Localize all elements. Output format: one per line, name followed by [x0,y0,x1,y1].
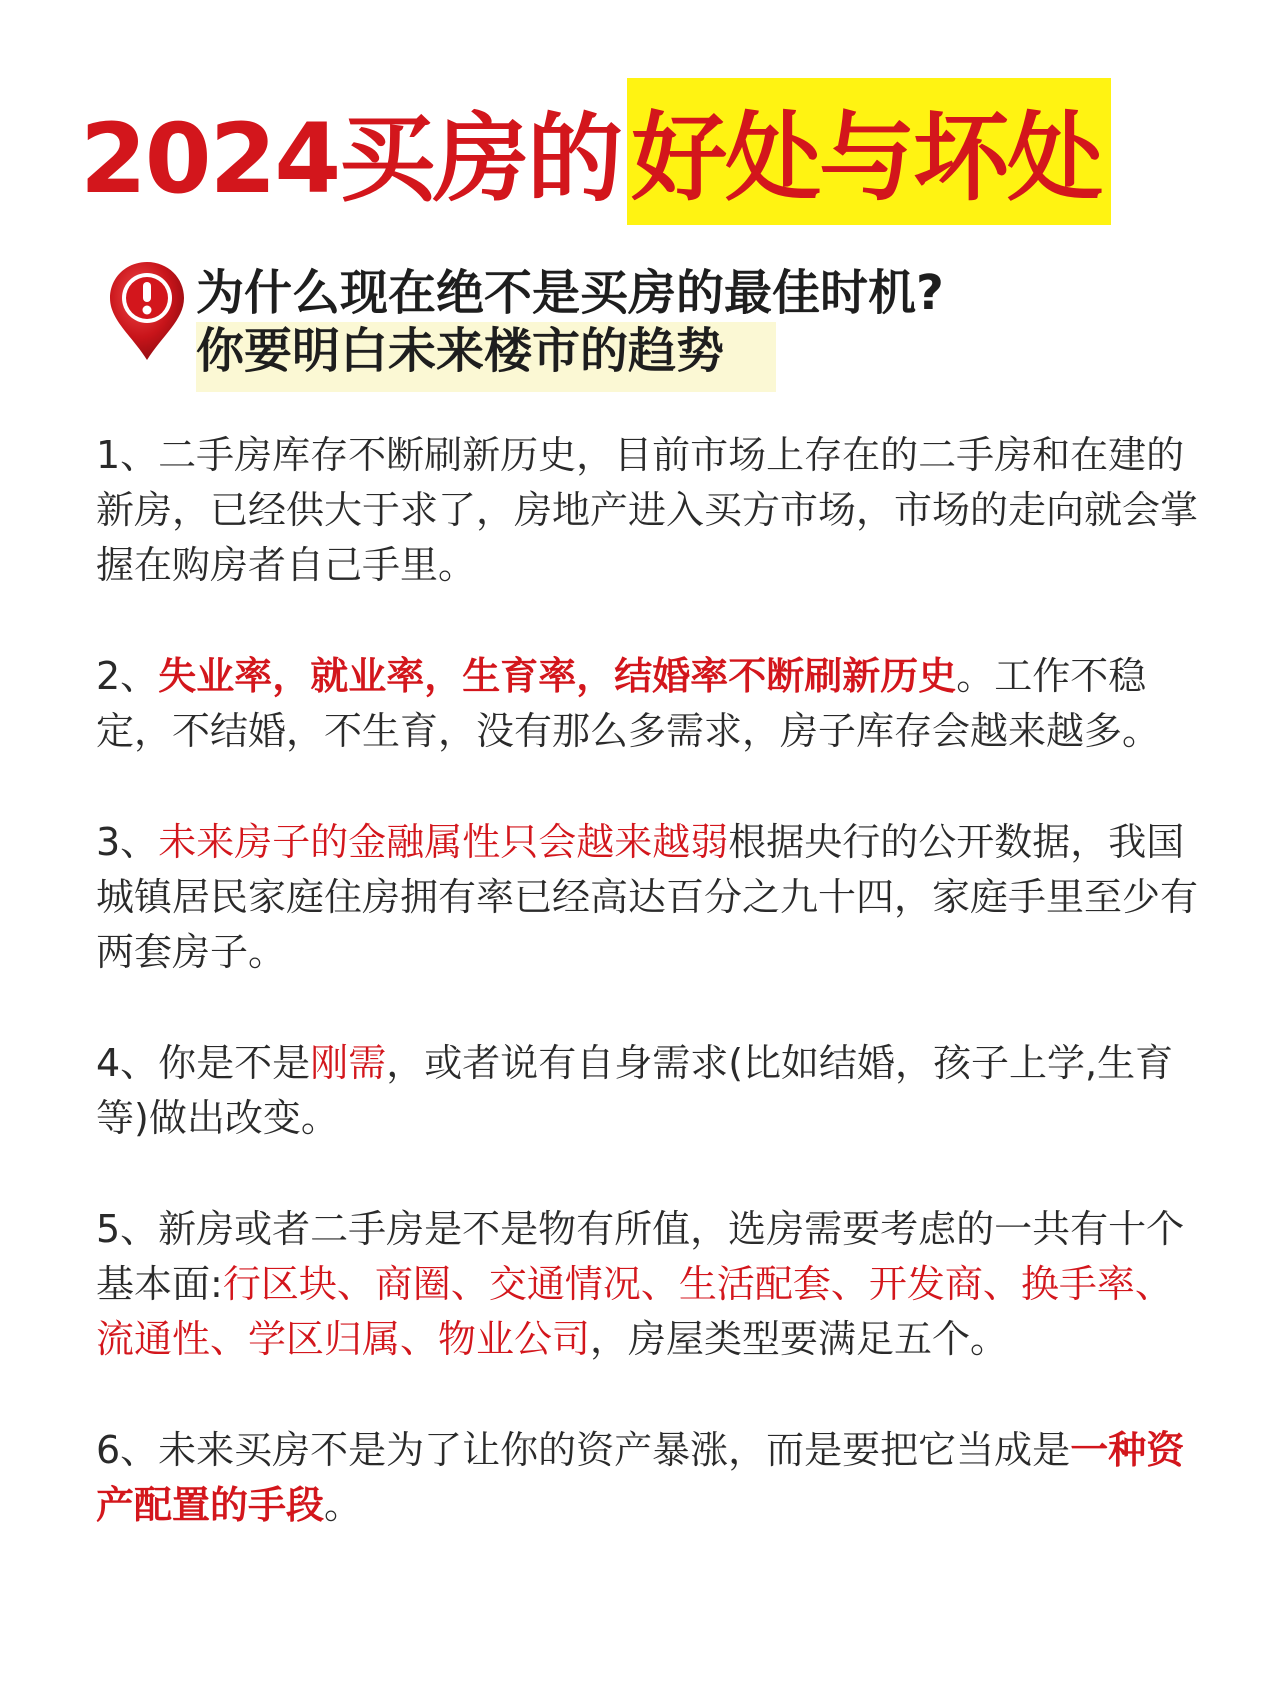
point-5-prefix: 5、新房或者二手房是不是物有所值，选房需要考虑的一共有十个基本面: [96,1207,1185,1306]
point-2-suffix: 。工作不稳定，不结婚，不生育，没有那么多需求，房子库存会越来越多。 [96,654,1161,753]
subtitle [196,264,944,392]
point-3-prefix: 3、 [96,820,159,864]
point-6 [96,1423,1206,1533]
point-5-highlight: 行区块、商圈、交通情况、生活配套、开发商、换手率、流通性、学区归属、物业公司 [96,1262,1173,1361]
point-2-highlight: 失业率，就业率，生育率，结婚率不断刷新历史 [158,654,957,698]
point-6-prefix: 6、未来买房不是为了让你的资产暴涨，而是要把它当成是 [96,1428,1071,1472]
point-1-text: 1、二手房库存不断刷新历史，目前市场上存在的二手房和在建的新房，已经供大于求了，房地产进入买方市场，市场的走向就会掌握在购房者自己手里。 [96,433,1199,587]
point-5-suffix: ，房屋类型要满足五个。 [590,1317,1009,1361]
point-2 [96,649,1206,759]
points-list [96,428,1206,1589]
point-4-prefix: 4、你是不是 [96,1041,311,1085]
page-title [80,92,1111,215]
subtitle-line-2: 你要明白未来楼市的趋势 [196,322,776,392]
point-4 [96,1036,1206,1146]
point-3-highlight: 未来房子的金融属性只会越来越弱 [158,820,729,864]
point-6-suffix: 。 [324,1483,363,1527]
title-highlight: 好处与坏处 [627,78,1111,225]
point-4-suffix: ，或者说有自身需求(比如结婚，孩子上学,生育等)做出改变。 [96,1041,1174,1140]
title-plain: 2024买房的 [80,102,622,215]
point-6-highlight: 一种资产配置的手段 [96,1428,1185,1527]
point-1 [96,428,1206,593]
point-3 [96,815,1206,980]
alert-exclamation-pin-icon [108,260,186,362]
point-3-suffix: 根据央行的公开数据，我国城镇居民家庭住房拥有率已经高达百分之九十四，家庭手里至少有两套房子。 [96,820,1199,974]
subtitle-line-1: 为什么现在绝不是买房的最佳时机? [196,265,944,321]
point-4-highlight: 刚需 [310,1041,387,1085]
point-5 [96,1202,1206,1367]
point-2-prefix: 2、 [96,654,159,698]
